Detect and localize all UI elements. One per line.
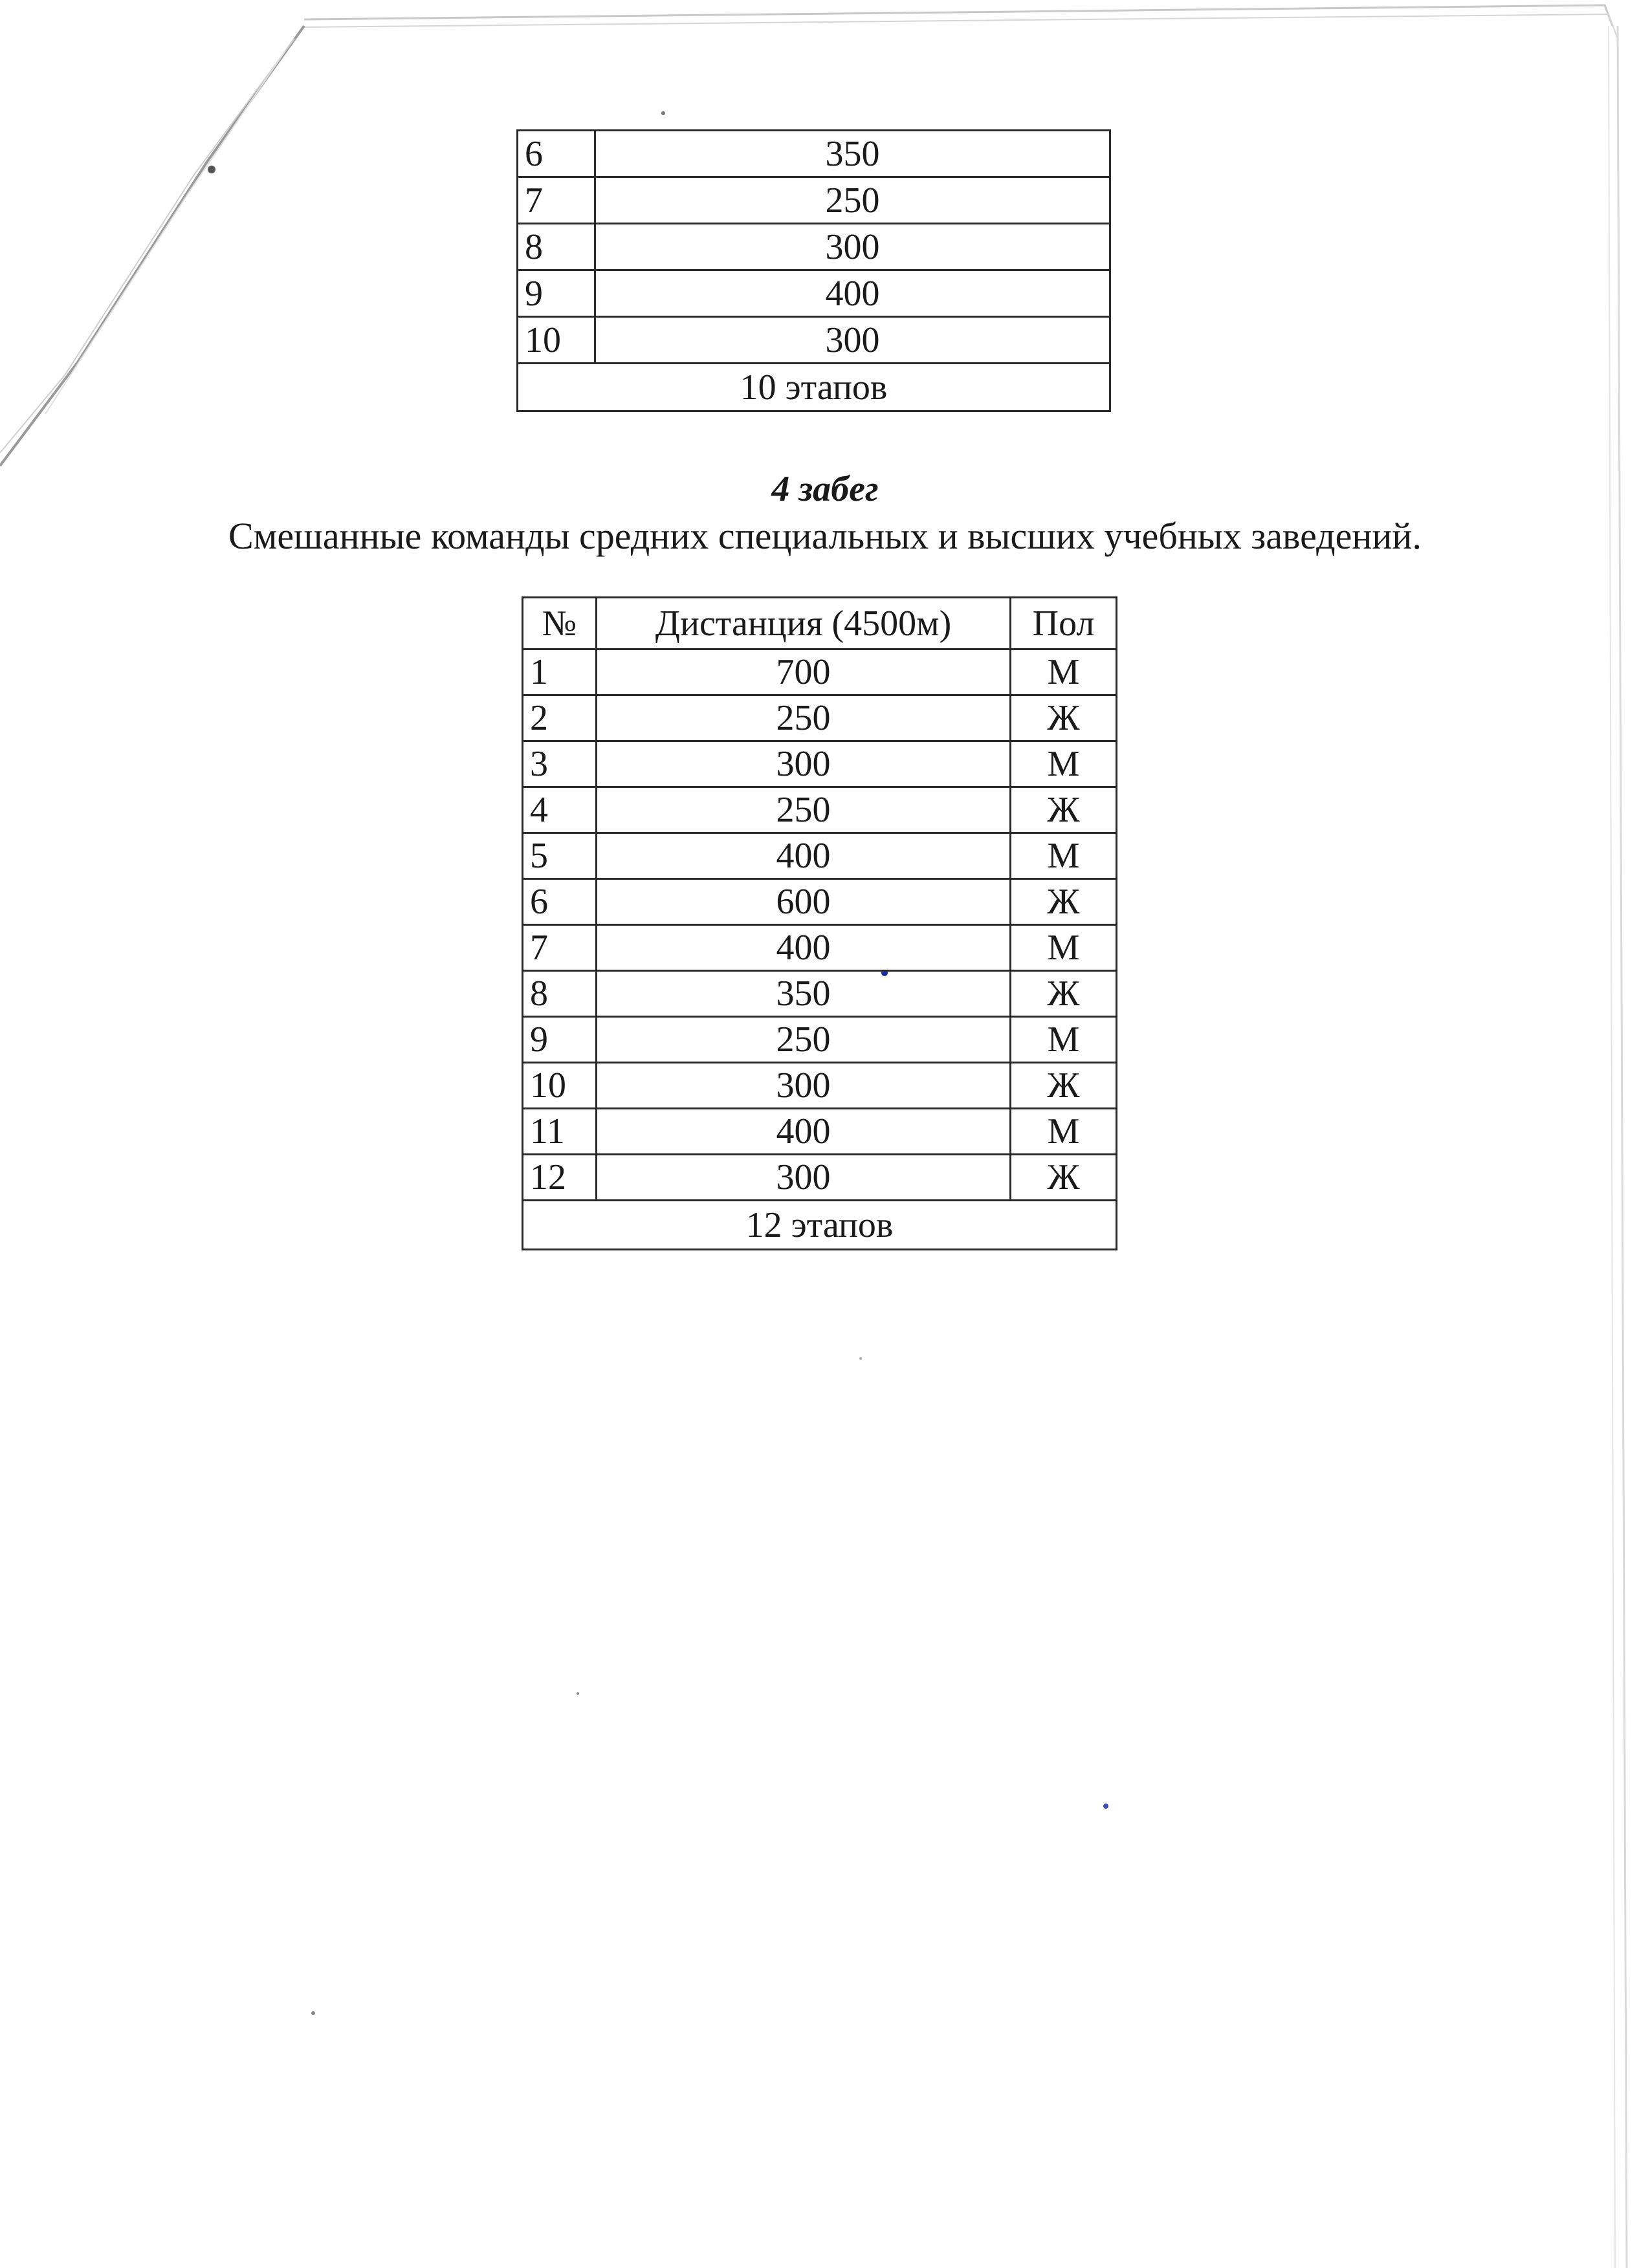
stage-number: 8 [523, 971, 597, 1017]
table-row [523, 741, 1117, 787]
table-row [518, 317, 1110, 364]
stage-sex: М [1011, 1017, 1117, 1063]
table-row [518, 270, 1110, 317]
table-total-row [523, 1201, 1117, 1250]
stage-number: 3 [523, 741, 597, 787]
race-subtitle: Смешанные команды средних специальных и высших учебных заведений. [228, 515, 1422, 557]
stage-number: 6 [523, 879, 597, 925]
table-row [523, 787, 1117, 833]
stage-sex: М [1011, 649, 1117, 695]
stage-distance: 250 [597, 1017, 1011, 1063]
previous-race-stages-table [516, 129, 1111, 412]
table-row [518, 131, 1110, 177]
table-header-row [523, 598, 1117, 649]
stage-sex: М [1011, 833, 1117, 879]
stage-number: 1 [523, 649, 597, 695]
table-row [523, 1109, 1117, 1155]
stage-number: 5 [523, 833, 597, 879]
stage-distance: 300 [597, 1063, 1011, 1109]
stage-distance: 600 [597, 879, 1011, 925]
stage-distance: 250 [597, 695, 1011, 741]
table-row [518, 224, 1110, 270]
stage-sex: Ж [1011, 879, 1117, 925]
stage-distance: 400 [597, 1109, 1011, 1155]
table-row [523, 1017, 1117, 1063]
header-sex: Пол [1011, 598, 1117, 649]
table-row [523, 695, 1117, 741]
stage-number: 10 [518, 317, 595, 364]
table-row [523, 971, 1117, 1017]
stage-number: 2 [523, 695, 597, 741]
stage-distance: 300 [595, 224, 1110, 270]
race-4-stages-table [522, 596, 1117, 1250]
stage-distance: 400 [595, 270, 1110, 317]
stage-number: 4 [523, 787, 597, 833]
table-row [518, 177, 1110, 224]
stage-distance: 400 [597, 925, 1011, 971]
table-row [523, 649, 1117, 695]
stage-number: 6 [518, 131, 595, 177]
stage-sex: М [1011, 925, 1117, 971]
stage-number: 9 [518, 270, 595, 317]
stage-number: 7 [523, 925, 597, 971]
stage-number: 7 [518, 177, 595, 224]
table-row [523, 925, 1117, 971]
stage-distance: 250 [595, 177, 1110, 224]
stage-sex: М [1011, 741, 1117, 787]
stage-sex: Ж [1011, 971, 1117, 1017]
stage-distance: 300 [597, 741, 1011, 787]
stage-number: 12 [523, 1155, 597, 1201]
stage-sex: Ж [1011, 1155, 1117, 1201]
stage-distance: 350 [595, 131, 1110, 177]
stage-number: 9 [523, 1017, 597, 1063]
stage-number: 10 [523, 1063, 597, 1109]
stage-number: 8 [518, 224, 595, 270]
table-row [523, 879, 1117, 925]
stage-sex: Ж [1011, 1063, 1117, 1109]
stages-total: 10 этапов [518, 364, 1110, 411]
stage-distance: 300 [597, 1155, 1011, 1201]
stage-distance: 250 [597, 787, 1011, 833]
table-total-row [518, 364, 1110, 411]
stages-total: 12 этапов [523, 1201, 1117, 1250]
stage-distance: 400 [597, 833, 1011, 879]
header-distance: Дистанция (4500м) [597, 598, 1011, 649]
table-row [523, 1063, 1117, 1109]
table-row [523, 1155, 1117, 1201]
table-row [523, 833, 1117, 879]
header-number: № [523, 598, 597, 649]
stage-sex: Ж [1011, 787, 1117, 833]
stage-distance: 350 [597, 971, 1011, 1017]
stage-distance: 300 [595, 317, 1110, 364]
race-title: 4 забег [771, 469, 879, 509]
stage-number: 11 [523, 1109, 597, 1155]
stage-sex: Ж [1011, 695, 1117, 741]
stage-sex: М [1011, 1109, 1117, 1155]
stage-distance: 700 [597, 649, 1011, 695]
